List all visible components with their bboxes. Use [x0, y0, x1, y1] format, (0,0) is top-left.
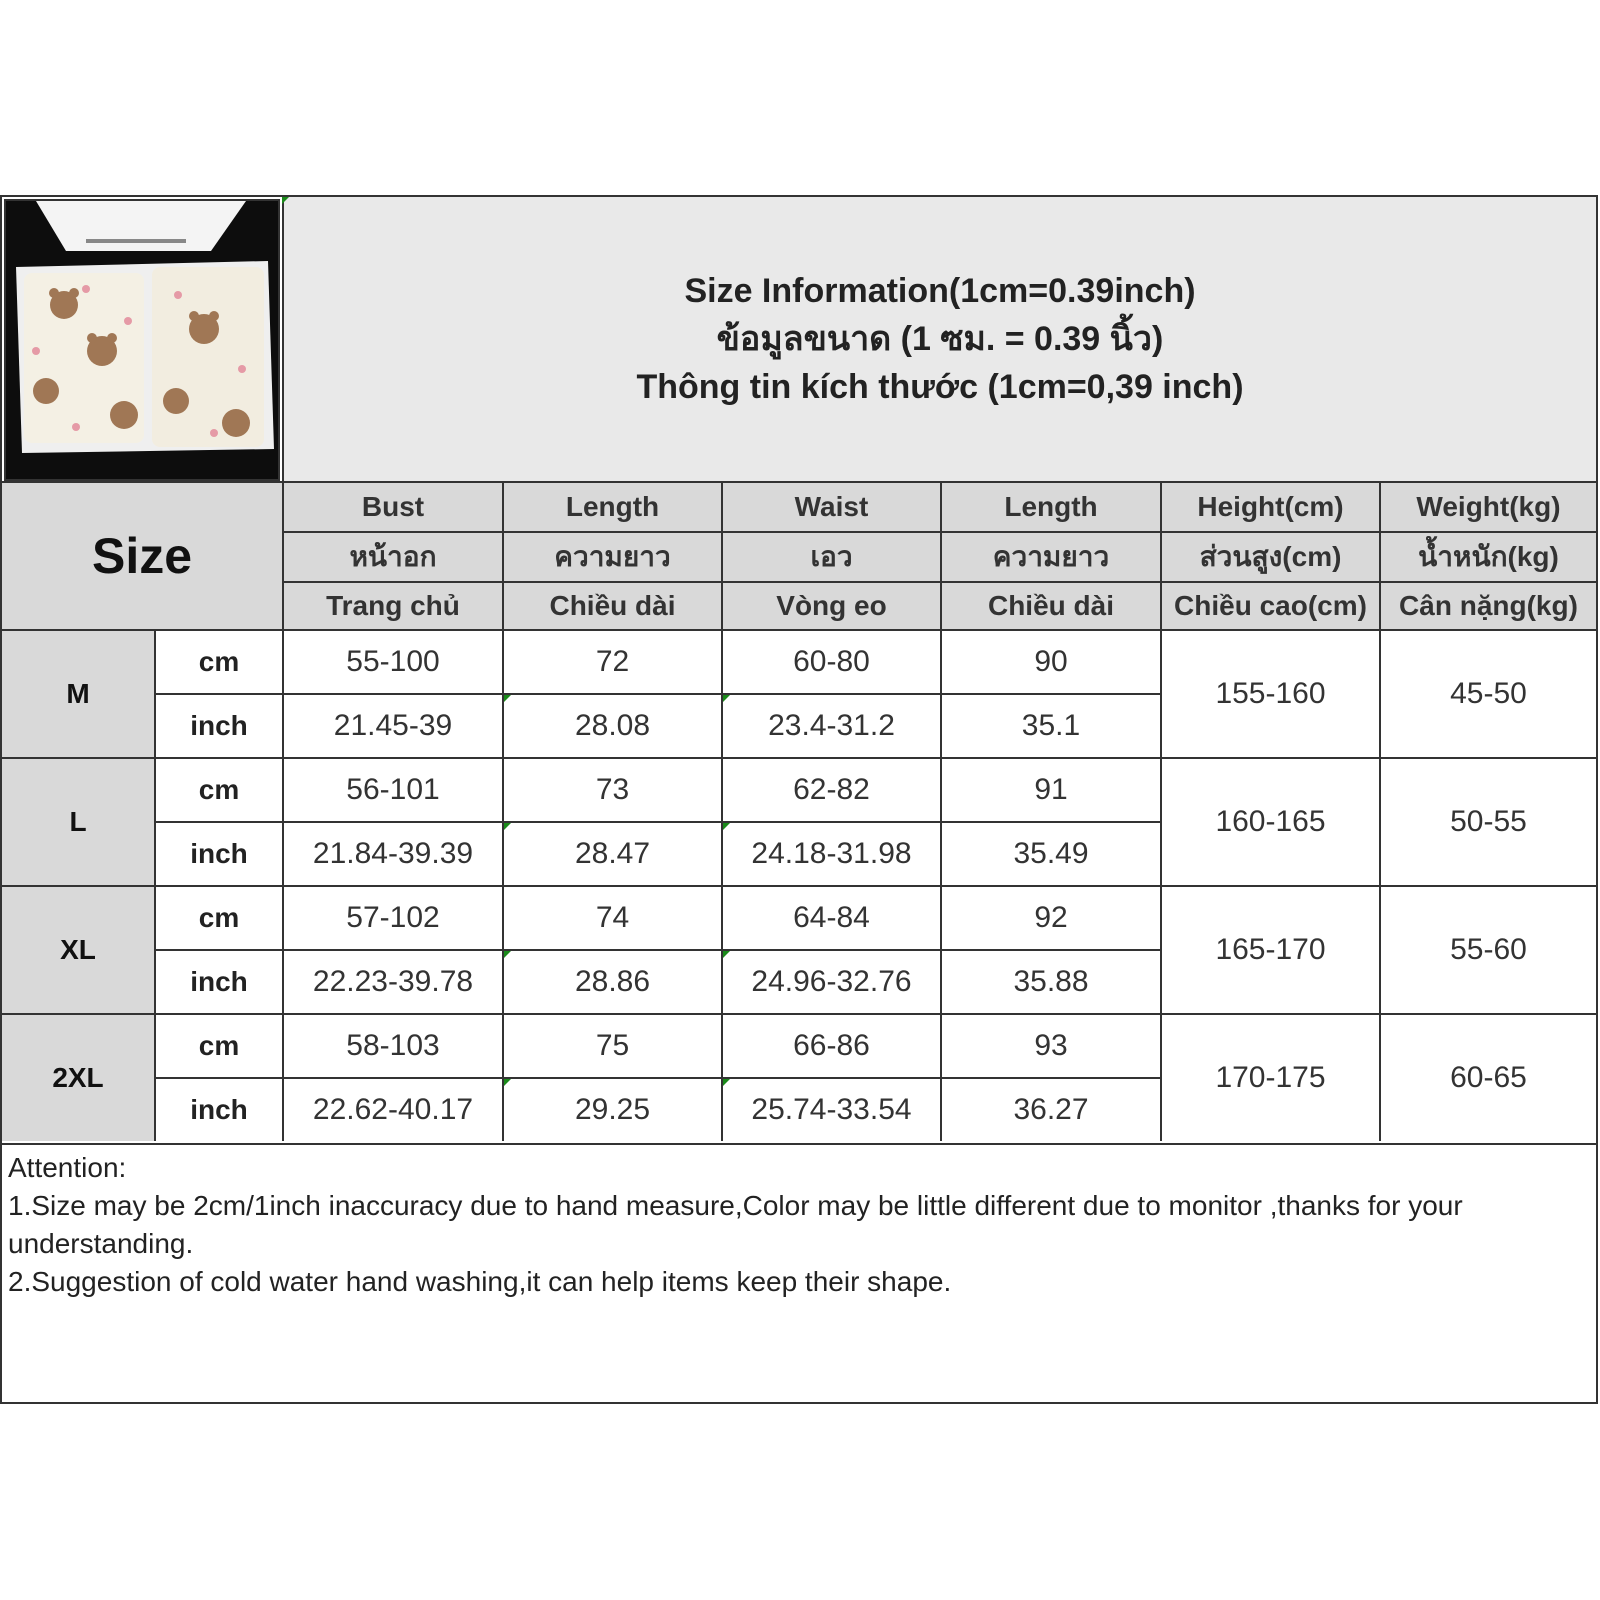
measurement-cm-cell: 56-101 [282, 757, 502, 821]
column-header-vi: Cân nặng(kg) [1379, 581, 1596, 629]
comment-marker-icon [723, 695, 730, 702]
measurement-cm-cell: 58-103 [282, 1013, 502, 1077]
weight-range-cell: 45-50 [1379, 629, 1596, 757]
column-header-th: ความยาว [940, 531, 1160, 581]
size-chart [0, 195, 1598, 1404]
comment-marker-icon [504, 695, 511, 702]
measurement-inch-cell: 36.27 [940, 1077, 1160, 1141]
measurement-inch-cell: 21.45-39 [282, 693, 502, 757]
measurement-cm-cell: 74 [502, 885, 721, 949]
height-range-cell: 170-175 [1160, 1013, 1379, 1141]
unit-cm-label: cm [154, 629, 282, 693]
weight-range-cell: 55-60 [1379, 885, 1596, 1013]
size-info-title [282, 197, 1596, 481]
measurement-cm-cell: 66-86 [721, 1013, 940, 1077]
comment-marker-icon [504, 951, 511, 958]
column-header-th: เอว [721, 531, 940, 581]
measurement-cm-cell: 60-80 [721, 629, 940, 693]
measurement-inch-cell: 35.88 [940, 949, 1160, 1013]
comment-marker-icon [504, 1079, 511, 1086]
unit-inch-label: inch [154, 821, 282, 885]
measurement-cm-cell: 62-82 [721, 757, 940, 821]
measurement-cm-cell: 55-100 [282, 629, 502, 693]
product-photo [4, 199, 280, 481]
column-header-en: Length [502, 481, 721, 531]
height-range-cell: 155-160 [1160, 629, 1379, 757]
measurement-inch-cell: 22.62-40.17 [282, 1077, 502, 1141]
unit-cm-label: cm [154, 1013, 282, 1077]
column-header-vi: Vòng eo [721, 581, 940, 629]
measurement-cm-cell: 73 [502, 757, 721, 821]
measurement-inch-cell: 25.74-33.54 [721, 1077, 940, 1141]
measurement-cm-cell: 91 [940, 757, 1160, 821]
size-name-cell: L [2, 757, 154, 885]
measurement-cm-cell: 90 [940, 629, 1160, 693]
unit-inch-label: inch [154, 693, 282, 757]
measurement-inch-cell: 28.08 [502, 693, 721, 757]
column-header-en: Length [940, 481, 1160, 531]
column-header-th: ความยาว [502, 531, 721, 581]
column-header-en: Height(cm) [1160, 481, 1379, 531]
measurement-inch-cell: 28.86 [502, 949, 721, 1013]
measurement-cm-cell: 57-102 [282, 885, 502, 949]
column-header-th: ส่วนสูง(cm) [1160, 531, 1379, 581]
measurement-inch-cell: 24.18-31.98 [721, 821, 940, 885]
column-header-en: Bust [282, 481, 502, 531]
height-range-cell: 160-165 [1160, 757, 1379, 885]
comment-marker-icon [504, 823, 511, 830]
measurement-inch-cell: 29.25 [502, 1077, 721, 1141]
title-vietnamese: Thông tin kích thước (1cm=0,39 inch) [636, 368, 1244, 406]
attention-notes [8, 1149, 1578, 1301]
title-english: Size Information(1cm=0.39inch) [684, 272, 1196, 310]
height-range-cell: 165-170 [1160, 885, 1379, 1013]
measurement-inch-cell: 35.1 [940, 693, 1160, 757]
measurement-cm-cell: 64-84 [721, 885, 940, 949]
column-header-en: Weight(kg) [1379, 481, 1596, 531]
measurement-inch-cell: 23.4-31.2 [721, 693, 940, 757]
column-header-th: น้ำหนัก(kg) [1379, 531, 1596, 581]
measurement-inch-cell: 35.49 [940, 821, 1160, 885]
column-header-vi: Trang chủ [282, 581, 502, 629]
weight-range-cell: 60-65 [1379, 1013, 1596, 1141]
measurement-inch-cell: 22.23-39.78 [282, 949, 502, 1013]
notes-heading: Attention: [8, 1152, 127, 1183]
comment-marker-icon [723, 1079, 730, 1086]
unit-cm-label: cm [154, 885, 282, 949]
notes-divider [2, 1143, 1596, 1145]
unit-cm-label: cm [154, 757, 282, 821]
measurement-cm-cell: 72 [502, 629, 721, 693]
unit-inch-label: inch [154, 1077, 282, 1141]
size-header: Size [2, 481, 282, 629]
measurement-inch-cell: 21.84-39.39 [282, 821, 502, 885]
column-header-vi: Chiều dài [940, 581, 1160, 629]
measurement-cm-cell: 93 [940, 1013, 1160, 1077]
size-name-cell: 2XL [2, 1013, 154, 1141]
column-header-vi: Chiều cao(cm) [1160, 581, 1379, 629]
note-item-2: 2.Suggestion of cold water hand washing,it can help items keep their shape. [8, 1266, 952, 1297]
column-header-vi: Chiều dài [502, 581, 721, 629]
unit-inch-label: inch [154, 949, 282, 1013]
title-thai: ข้อมูลขนาด (1 ซม. = 0.39 นิ้ว) [716, 320, 1164, 358]
pajama-set-photo-icon [6, 201, 278, 479]
column-header-th: หน้าอก [282, 531, 502, 581]
measurement-inch-cell: 28.47 [502, 821, 721, 885]
measurement-cm-cell: 92 [940, 885, 1160, 949]
measurement-inch-cell: 24.96-32.76 [721, 949, 940, 1013]
weight-range-cell: 50-55 [1379, 757, 1596, 885]
size-name-cell: M [2, 629, 154, 757]
measurement-cm-cell: 75 [502, 1013, 721, 1077]
comment-marker-icon [723, 823, 730, 830]
note-item-1: 1.Size may be 2cm/1inch inaccuracy due to hand measure,Color may be little different due to monitor ,thanks for your understanding. [8, 1190, 1463, 1259]
comment-marker-icon [723, 951, 730, 958]
size-name-cell: XL [2, 885, 154, 1013]
comment-marker-icon [282, 197, 289, 204]
column-header-en: Waist [721, 481, 940, 531]
